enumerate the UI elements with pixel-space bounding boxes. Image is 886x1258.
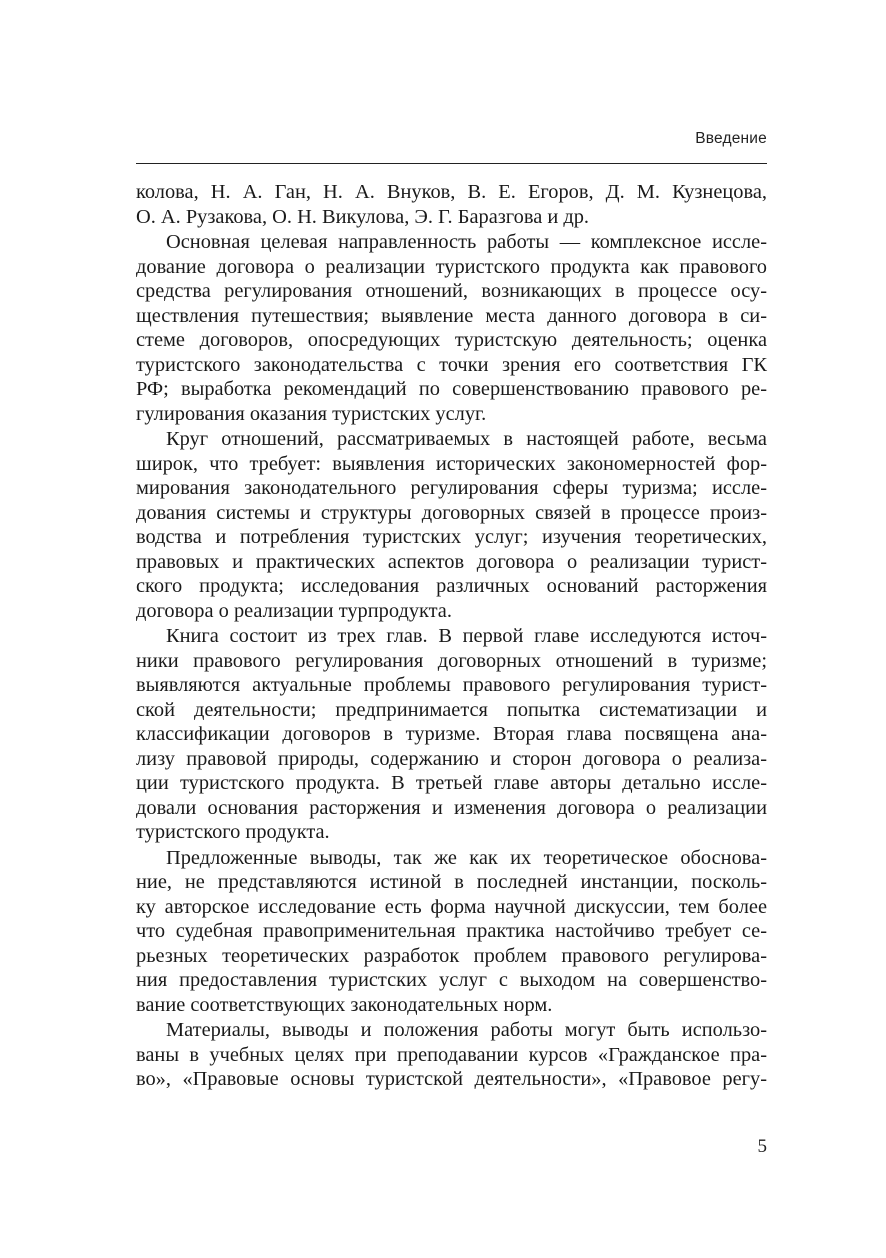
text-line: Основная целевая направленность работы — комплексное иссле- (166, 231, 767, 253)
running-head-title: Введение (695, 130, 767, 147)
text-line: Предложенные выводы, так же как их теоретическое обоснова- (166, 846, 767, 869)
text-line: РФ; выработка рекомендаций по совершенствованию правового ре- (136, 378, 767, 400)
text-line: мирования законодательного регулирования сферы туризма; иссле- (136, 477, 767, 499)
text-line: вание соответствующих законодательных норм. (136, 993, 553, 1016)
text-line: лизу правовой природы, содержанию и сторон договора о реализа- (136, 747, 767, 770)
paragraph-research-goal (136, 230, 767, 426)
text-line: Круг отношений, рассматриваемых в настоящей работе, весьма (166, 428, 767, 450)
text-line: рьезных теоретических разработок проблем правового регулирова- (136, 944, 767, 967)
paragraph-continuation (136, 180, 767, 229)
paragraph-scope (136, 427, 767, 623)
text-line: стеме договоров, опосредующих туристскую деятельность; оценка (136, 329, 767, 351)
text-line: ники правового регулирования договорных отношений в туризме; (136, 649, 767, 672)
paragraph-structure (136, 624, 767, 845)
body-text (136, 180, 767, 1093)
paragraph-usage (136, 1018, 767, 1092)
text-line: ществления путешествия; выявление места данного договора в си- (136, 304, 767, 327)
text-line: довали основания расторжения и изменения договора о реализации (136, 796, 767, 819)
text-line: ского продукта; исследования различных оснований расторжения (136, 575, 767, 597)
paragraph-conclusions (136, 846, 767, 1018)
text-line: ку авторское исследование есть форма научной дискуссии, тем более (136, 895, 767, 918)
text-line: ции туристского продукта. В третьей главе авторы детально иссле- (136, 772, 767, 794)
text-line: широк, что требует: выявления исторических закономерностей фор- (136, 452, 767, 475)
text-line: дования системы и структуры договорных связей в процессе произ- (136, 501, 767, 524)
text-line: гулирования оказания туристских услуг. (136, 402, 487, 425)
text-line: туристского продукта. (136, 821, 330, 843)
text-line: правовых и практических аспектов договора о реализации турист- (136, 550, 767, 573)
text-line: дование договора о реализации туристского продукта как правового (136, 255, 767, 278)
text-line: туристского законодательства с точки зрения его соответствия ГК (136, 353, 767, 376)
text-line: во», «Правовые основы туристской деятельности», «Правовое регу- (136, 1068, 767, 1090)
text-line: О. А. Рузакова, О. Н. Викулова, Э. Г. Баразгова и др. (136, 205, 590, 228)
text-line: классификации договоров в туризме. Вторая глава посвящена ана- (136, 723, 767, 745)
page-number: 5 (757, 1136, 767, 1157)
text-line: что судебная правоприменительная практика настойчиво требует се- (136, 920, 767, 942)
text-line: водства и потребления туристских услуг; изучения теоретических, (136, 526, 767, 548)
text-line: ние, не представляются истиной в последней инстанции, посколь- (136, 871, 767, 893)
header-rule (136, 163, 767, 164)
text-line: колова, Н. А. Ган, Н. А. Внуков, В. Е. Егоров, Д. М. Кузнецова, (136, 181, 767, 203)
text-line: ской деятельности; предпринимается попытка систематизации и (136, 698, 767, 721)
text-line: Книга состоит из трех глав. В первой главе исследуются источ- (166, 625, 767, 647)
text-line: ваны в учебных целях при преподавании курсов «Гражданское пра- (136, 1043, 767, 1066)
text-line: Материалы, выводы и положения работы могут быть использо- (166, 1019, 767, 1041)
text-line: договора о реализации турпродукта. (136, 599, 452, 622)
text-line: средства регулирования отношений, возникающих в процессе осу- (136, 280, 767, 302)
text-line: выявляются актуальные проблемы правового регулирования турист- (136, 674, 767, 696)
text-line: ния предоставления туристских услуг с выходом на совершенство- (136, 969, 767, 991)
